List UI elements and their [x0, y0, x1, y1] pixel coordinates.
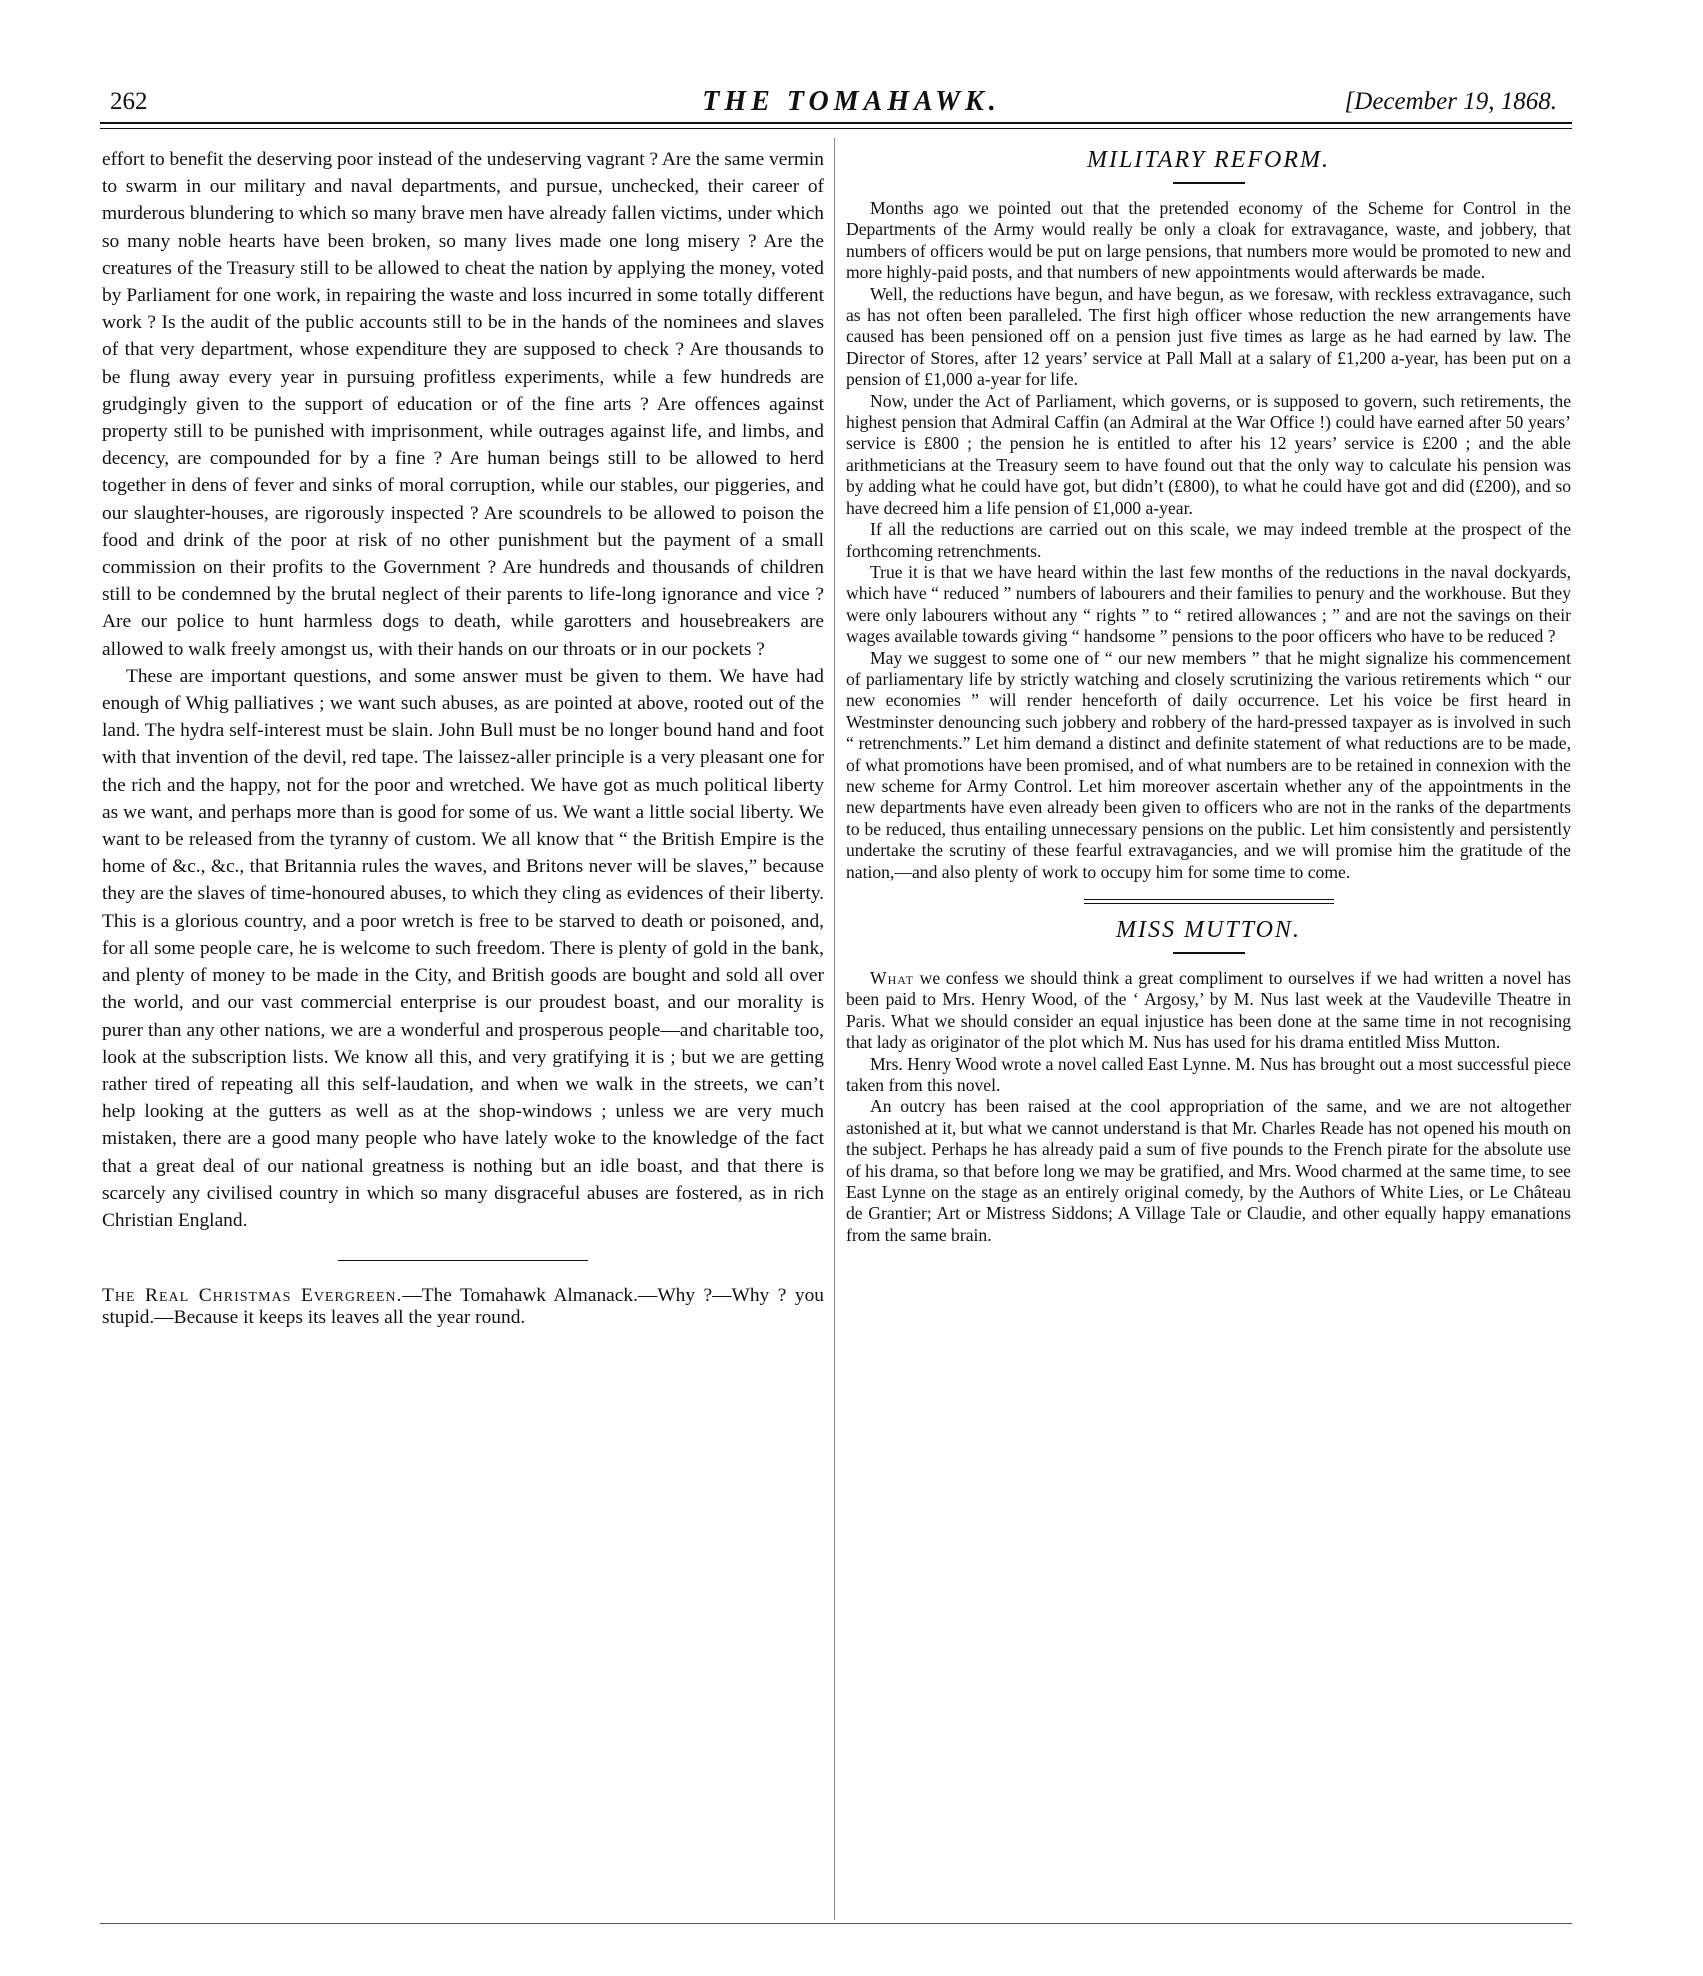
left-column: [102, 146, 824, 1329]
footer-rule: [100, 1923, 1572, 1924]
military-reform-heading: MILITARY REFORM.: [1086, 147, 1331, 173]
military-paragraph-3: Now, under the Act of Parliament, which governs, or is supposed to govern, such retirements, the highest pension that Admiral Caffin (an Admiral at the War Office !) could have earned after 50 years’ service is £800 ; the pension he is entitled to after his 12 years’ service is £200 ; and the able arithmeticians at the Treasury seem to have found out that the only way to calculate his pension was by adding what he could have got, but didn’t (£800), to what he could have got and did (£200), and so have decreed him a life pension of £1,000 a-year.: [846, 390, 1571, 518]
mutton-paragraph-1-text: we confess we should think a great compliment to ourselves if we had written a novel has been paid to Mrs. Henry Wood, of the ‘ Argosy,’ by M. Nus last week at the Vaudeville Theatre in Paris. What we should consider an equal injustice has been done at the same time in not recognising that lady as originator of the plot which M. Nus has used for his drama entitled Miss Mutton.: [846, 968, 1571, 1053]
squib-text: —The Tomahawk Almanack.—Why ?—Why ? you stupid.—Because it keeps its leaves all the year round.: [102, 1285, 824, 1329]
masthead-title: THE TOMAHAWK.: [702, 86, 1001, 117]
issue-date: [December 19, 1868.: [1344, 88, 1557, 115]
left-paragraph-1: effort to benefit the deserving poor instead of the undeserving vagrant ? Are the same vermin to swarm in our military and naval departments, and pursue, unchecked, their career of murderous blundering to which so many brave men have already fallen victims, under which so many noble hearts have been broken, so many lives made one long misery ? Are the creatures of the Treasury still to be allowed to cheat the nation by applying the money, voted by Parliament for one work, in repairing the waste and loss incurred in some totally different work ? Is the audit of the public accounts still to be in the hands of the nominees and slaves of that very department, whose expenditure they are supposed to check ? Are thousands to be flung away every year in pursuing profitless experiments, while a few hundreds are grudgingly given to the support of education or of the fine arts ? Are offences against property still to be punished with imprisonment, while outrages against life, and limbs, and decency, are compounded for by a fine ? Are human beings still to be allowed to herd together in dens of fever and sinks of moral corruption, while our stables, our piggeries, and our slaughter-houses, are rigorously inspected ? Are scoundrels to be allowed to poison the food and drink of the poor at risk of no other punishment but the payment of a small commission on their profits to the Government ? Are hundreds and thousands of children still to be condemned by the brutal neglect of their parents to life-long ignorance and vice ? Are our police to hunt harmless dogs to death, while garotters and housebreakers are allowed to walk freely amongst us, with their hands on our throats or in our pockets ?: [102, 149, 824, 660]
heading-dash: [1173, 182, 1245, 184]
mutton-paragraph-2: Mrs. Henry Wood wrote a novel called East Lynne. M. Nus has brought out a most successful piece taken from this novel.: [846, 1053, 1571, 1096]
military-paragraph-1: Months ago we pointed out that the pretended economy of the Scheme for Control in the Departments of the Army would really be only a cloak for extravagance, waste, and jobbery, that numbers of officers would be put on large pensions, that numbers more would be promoted to new and more highly-paid posts, and that numbers of new appointments would afterwards be made.: [846, 198, 1571, 283]
military-paragraph-6: May we suggest to some one of “ our new members ” that he might signalize his commencement of parliamentary life by strictly watching and closely scrutinizing the various retirements which “ our new economies ” will render henceforth of daily occurrence. Let his voice be first heard in Westminster denouncing such jobbery and robbery of the hard-pressed taxpayer as is involved in such “ retrenchments.” Let him demand a distinct and definite statement of what reductions are to be made, of what promotions have been promised, and of what numbers are to be retained in connexion with the new scheme for Army Control. Let him moreover ascertain whether any of the appointments in the new departments have even already been given to officers who are not in the ranks of the departments to be reduced, thus entailing unnecessary pensions on the public. Let him consistently and persistently undertake the scrutiny of these fearful extravagancies, and we will promise him the gratitude of the nation,—and also plenty of work to occupy him for some time to come.: [846, 647, 1571, 882]
mutton-paragraph-3: An outcry has been raised at the cool appropriation of the same, and we are not altogether astonished at it, but what we cannot understand is that Mr. Charles Reade has not opened his mouth on the subject. Perhaps he has already paid a sum of five pounds to the French pirate for the absolute use of his drama, so that before long we may be gratified, and Mrs. Wood charmed at the same time, to see East Lynne on the stage as an entirely original comedy, by the Authors of White Lies, or Le Château de Grantier; Art or Mistress Siddons; A Village Tale or Claudie, and other equally happy emanations from the same brain.: [846, 1096, 1571, 1245]
header-rule-thin: [100, 128, 1572, 129]
left-paragraph-2: These are important questions, and some answer must be given to them. We have had enough of Whig palliatives ; we want such abuses, as are pointed at above, rooted out of the land. The hydra self-interest must be slain. John Bull must be no longer bound hand and foot with that invention of the devil, red tape. The laissez-aller principle is a very pleasant one for the rich and the happy, not for the poor and wretched. We have got as much political liberty as we want, and perhaps more than is good for some of us. We want a little social liberty. We want to be released from the tyranny of custom. We all know that “ the British Empire is the home of &c., &c., that Britannia rules the waves, and Britons never will be slaves,” because they are the slaves of time-honoured abuses, to which they cling as evidences of their liberty. This is a glorious country, and a poor wretch is free to be starved to death or poisoned, and, for all some people care, he is welcome to such freedom. There is plenty of gold in the bank, and plenty of money to be made in the City, and British goods are bought and sold all over the world, and our vast commercial enterprise is our proudest boast, and our morality is purer than any other nations, we are a wonderful and prosperous people—and charitable too, look at the subscription lists. We know all this, and very gratifying it is ; but we are getting rather tired of repeating all this self-laudation, and when we walk in the streets, we can’t help looking at the gutters as well as at the shop-windows ; unless we are very much mistaken, there are a good many people who have lately woke to the knowledge of the fact that a great deal of our national greatness is nothing but an idle boast, and that there is scarcely any civilised country in which so many disgraceful abuses are fostered, as in rich Christian England.: [102, 665, 824, 1231]
military-paragraph-5: True it is that we have heard within the last few months of the reductions in the naval dockyards, which have “ reduced ” numbers of labourers and their families to penury and the workhouse. But they were only labourers without any “ rights ” to “ retired allowances ; ” and are not the savings on their wages available towards giving “ handsome ” pensions to the poor officers who have to be reduced ?: [846, 561, 1571, 647]
mutton-paragraph-1: [846, 968, 1571, 1054]
military-paragraph-4: If all the reductions are carried out on this scale, we may indeed tremble at the prospect of the forthcoming retrenchments.: [846, 519, 1571, 561]
header-rule: [100, 122, 1572, 124]
right-column: [846, 146, 1571, 1246]
column-divider: [834, 138, 835, 1920]
squib-lead: The Real Christmas Evergreen.: [102, 1285, 403, 1307]
heading-dash: [1173, 952, 1245, 954]
christmas-squib: [102, 1285, 824, 1329]
miss-mutton-heading: MISS MUTTON.: [1116, 917, 1301, 943]
drop-word: What: [870, 968, 914, 988]
page-number: 262: [110, 88, 148, 115]
section-separator-double: [1084, 899, 1334, 904]
military-paragraph-2: Well, the reductions have begun, and have begun, as we foresaw, with reckless extravagance, such as has not often been paralleled. The first high officer whose reduction the new arrangements have caused has been pensioned off on a pension just five times as large as he had earned by law. The Director of Stores, after 12 years’ service at Pall Mall at a salary of £1,200 a-year, has been put on a pension of £1,000 a-year for life.: [846, 283, 1571, 390]
